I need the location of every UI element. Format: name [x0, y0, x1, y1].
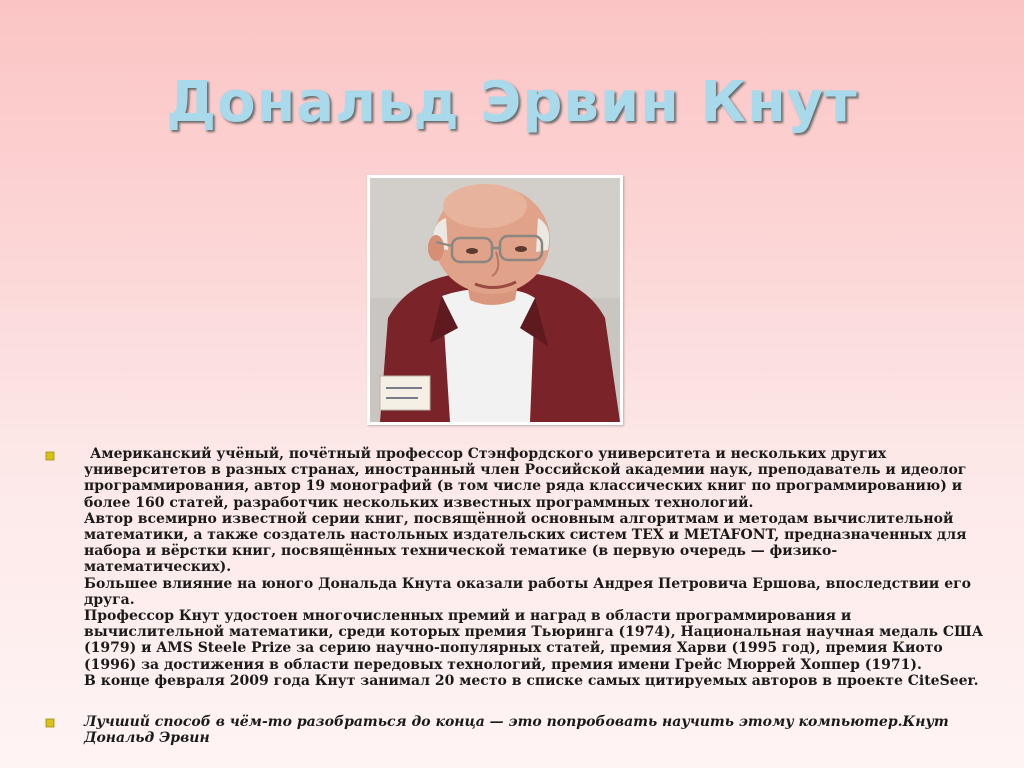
bio-paragraph: Американский учёный, почётный профессор Стэнфордского университета и нескольких других университетов в разных странах, иностранный член Российской академии наук, преподаватель и идеолог программирования, автор 19 монографий (в том числе ряда классических книг по программированию) и более 160 статей, разработчик нескольких известных программных технологий. [84, 446, 967, 511]
bio-paragraph: Большее влияние на юного Дональда Кнута оказали работы Андрея Петровича Ершова, впоследствии его друга. [84, 575, 972, 608]
knuth-quote [84, 714, 984, 746]
bio-paragraph: Профессор Кнут удостоен многочисленных премий и наград в области программирования и вычислительной математики, среди которых премия Тьюринга (1974), Национальная научная медаль США (1979) и AMS Steele Prize за серию научно-популярных статей, премия Харви (1995 год), премия Киото (1996) за достижения в области передовых технологий, премия имени Грейс Мюррей Хоппер (1971). [84, 608, 984, 673]
bullet-icon [45, 718, 55, 728]
slide-title: Дональд Эрвин Кнут [166, 70, 858, 135]
quote-author: Кнут Дональд Эрвин [84, 714, 949, 746]
portrait-photo [367, 175, 623, 425]
portrait-image [370, 178, 620, 422]
bullet-icon [45, 451, 55, 461]
quote-text: Лучший способ в чём-то разобраться до конца — это попробовать научить этому компьютер. [84, 714, 903, 730]
bio-paragraph: В конце февраля 2009 года Кнут занимал 20 место в списке самых цитируемых авторов в проекте CiteSeer. [84, 672, 979, 689]
biography-text [84, 446, 984, 689]
bio-paragraph: Автор всемирно известной серии книг, посвящённой основным алгоритмам и методам вычислительной математики, а также создатель настольных издательских систем TEX и METAFONT, предназначенных для набора и вёрстки книг, посвящённых технической тематике (в первую очередь — физико-математических). [84, 510, 967, 576]
